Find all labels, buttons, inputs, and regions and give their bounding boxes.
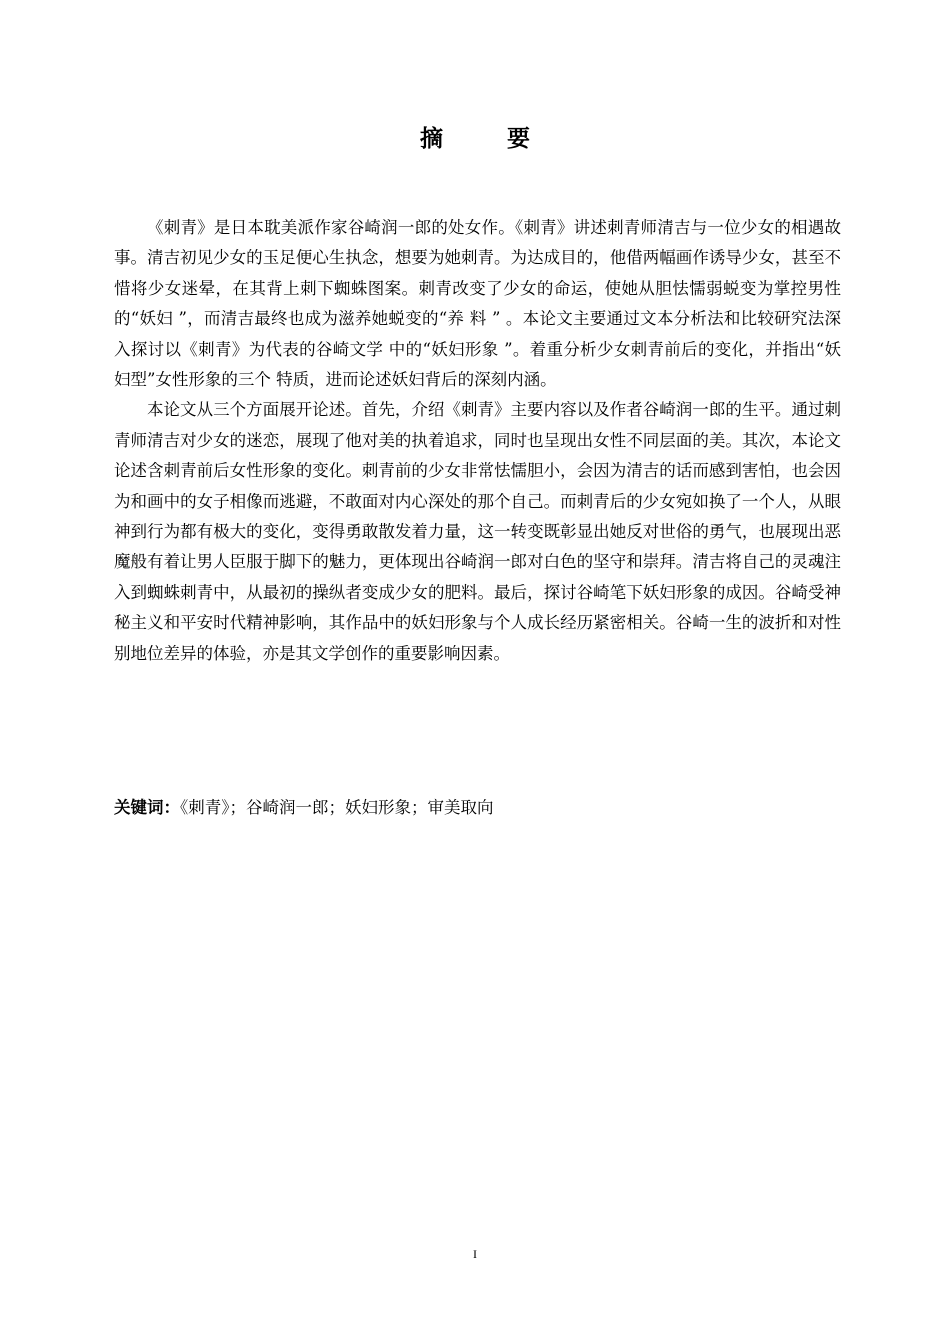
keywords-label: 关键词： <box>114 798 180 817</box>
keywords-line <box>114 793 841 823</box>
page-number: I <box>473 1247 477 1261</box>
abstract-body <box>114 213 841 669</box>
keywords-text: 《刺青》；谷崎润一郎；妖妇形象；审美取向 <box>180 798 494 817</box>
abstract-paragraph-2: 本论文从三个方面展开论述。首先，介绍《刺青》主要内容以及作者谷崎润一郎的生平。通过刺青师清吉对少女的迷恋，展现了他对美的执着追求，同时也呈现出女性不同层面的美。其次，本论文论述含刺青前后女性形象的变化。刺青前的少女非常怯懦胆小，会因为清吉的话而感到害怕，也会因为和画中的女子相像而逃避，不敢面对内心深处的那个自己。而刺青后的少女宛如换了一个人，从眼神到行为都有极大的变化，变得勇敢散发着力量，这一转变既彰显出她反对世俗的勇气，也展现出恶魔般有着让男人臣服于脚下的魅力，更体现出谷崎润一郎对白色的坚守和崇拜。清吉将自己的灵魂注入到蜘蛛刺青中，从最初的操纵者变成少女的肥料。最后，探讨谷崎笔下妖妇形象的成因。谷崎受神秘主义和平安时代精神影响，其作品中的妖妇形象与个人成长经历紧密相关。谷崎一生的波折和对性别地位差异的体验，亦是其文学创作的重要影响因素。 <box>114 400 841 663</box>
abstract-paragraph-1: 《刺青》是日本耽美派作家谷崎润一郎的处女作。《刺青》讲述刺青师清吉与一位少女的相遇故事。清吉初见少女的玉足便心生执念，想要为她刺青。为达成目的，他借两幅画作诱导少女，甚至不惜将少女迷晕，在其背上刺下蜘蛛图案。刺青改变了少女的命运，使她从胆怯懦弱蜕变为掌控男性的“妖妇 ”，而清吉最终也成为滋养她蜕变的“养 料 ” 。本论文主要通过文本分析法和比较研究法深入探讨以《刺青》为代表的谷崎文学 中的“妖妇形象 ”。着重分析少女刺青前后的变化，并指出“妖妇型”女性形象的三个 特质，进而论述妖妇背后的深刻内涵。 <box>114 218 841 390</box>
page-title: 摘 要 <box>419 126 558 152</box>
